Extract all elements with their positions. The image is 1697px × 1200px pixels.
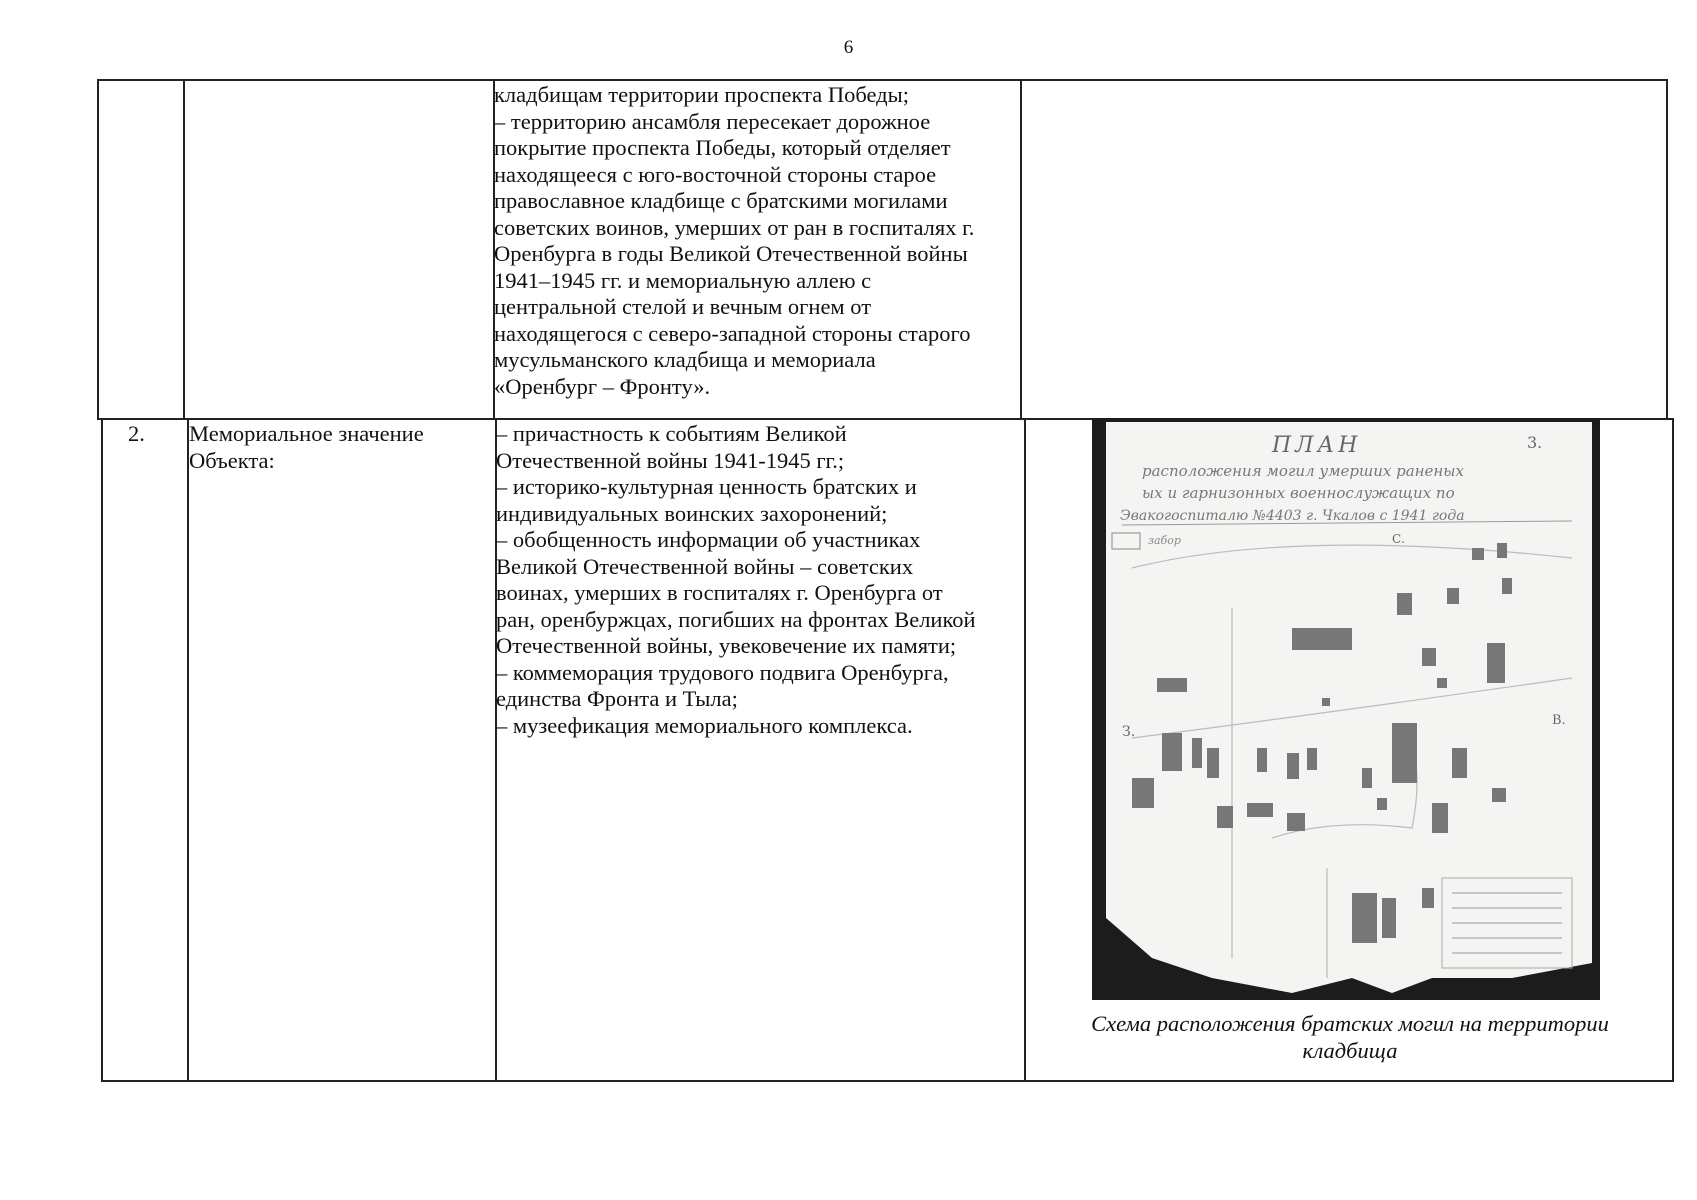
text-line: православное кладбище с братскими могилами [494, 188, 948, 213]
svg-text:3.: 3. [1527, 433, 1543, 452]
text-line: находящегося с северо-западной стороны старого [494, 320, 971, 346]
text-line: мусульманского кладбища и мемориала [494, 347, 876, 372]
plan-subtitle-line: расположения могил умерших раненых [1142, 462, 1464, 480]
text-line: – историко-культурная ценность братских и [496, 474, 917, 499]
burial-plan-image [1092, 418, 1600, 1000]
image-caption [1030, 1010, 1670, 1064]
text-line: – музеефикация мемориального комплекса. [496, 712, 913, 738]
text-line: Отечественной войны 1941-1945 гг.; [496, 447, 845, 473]
plan-subtitle-line: Эвакогоспиталю №4403 г. Чкалов с 1941 года [1120, 508, 1465, 524]
text-line: воинах, умерших в госпиталях г. Оренбурга от [496, 580, 943, 605]
text-line: Отечественной войны, увековечение их памяти; [496, 633, 957, 658]
text-line: 1941–1945 гг. и мемориальную аллею с [494, 267, 872, 293]
text-line: единства Фронта и Тыла; [496, 686, 738, 711]
continuation-text [494, 82, 1019, 400]
svg-text:С.: С. [1392, 532, 1405, 546]
page-number: 6 [843, 37, 854, 58]
text-line: кладбищам территории проспекта Победы; [494, 82, 909, 107]
row-title-line: Объекта: [189, 447, 275, 473]
text-line: – территорию ансамбля пересекает дорожное [494, 108, 931, 134]
text-line: центральной стелой и вечным огнем от [494, 294, 872, 319]
row-title [189, 421, 489, 474]
svg-text:забор: забор [1148, 534, 1181, 547]
text-line: Оренбурга в годы Великой Отечественной войны [494, 241, 968, 266]
svg-text:З.: З. [1122, 724, 1136, 740]
text-line: индивидуальных воинских захоронений; [496, 500, 888, 526]
row-title-line: Мемориальное значение [189, 421, 424, 446]
svg-text:В.: В. [1552, 713, 1566, 728]
text-line: «Оренбург – Фронту». [494, 373, 711, 399]
text-line: советских воинов, умерших от ран в госпиталях г. [494, 214, 975, 240]
text-line: – обобщенность информации об участниках [496, 527, 921, 552]
row-number: 2. [128, 421, 145, 446]
text-line: находящееся с юго-восточной стороны старое [494, 161, 937, 187]
caption-line: Схема расположения братских могил на территории [1091, 1011, 1609, 1036]
plan-subtitle-line: ых и гарнизонных военнослужащих по [1142, 484, 1455, 502]
text-line: покрытие проспекта Победы, который отделяет [494, 135, 951, 160]
plan-drawing [1092, 418, 1600, 1000]
plan-title: ПЛАН [1272, 433, 1362, 458]
text-line: Великой Отечественной войны – советских [496, 553, 914, 579]
caption-line: кладбища [1302, 1038, 1398, 1063]
text-line: – коммеморация трудового подвига Оренбурга, [496, 659, 949, 685]
text-line: – причастность к событиям Великой [496, 421, 847, 446]
text-line: ран, оренбуржцах, погибших на фронтах Великой [496, 606, 976, 632]
memorial-significance-text [496, 421, 1021, 739]
